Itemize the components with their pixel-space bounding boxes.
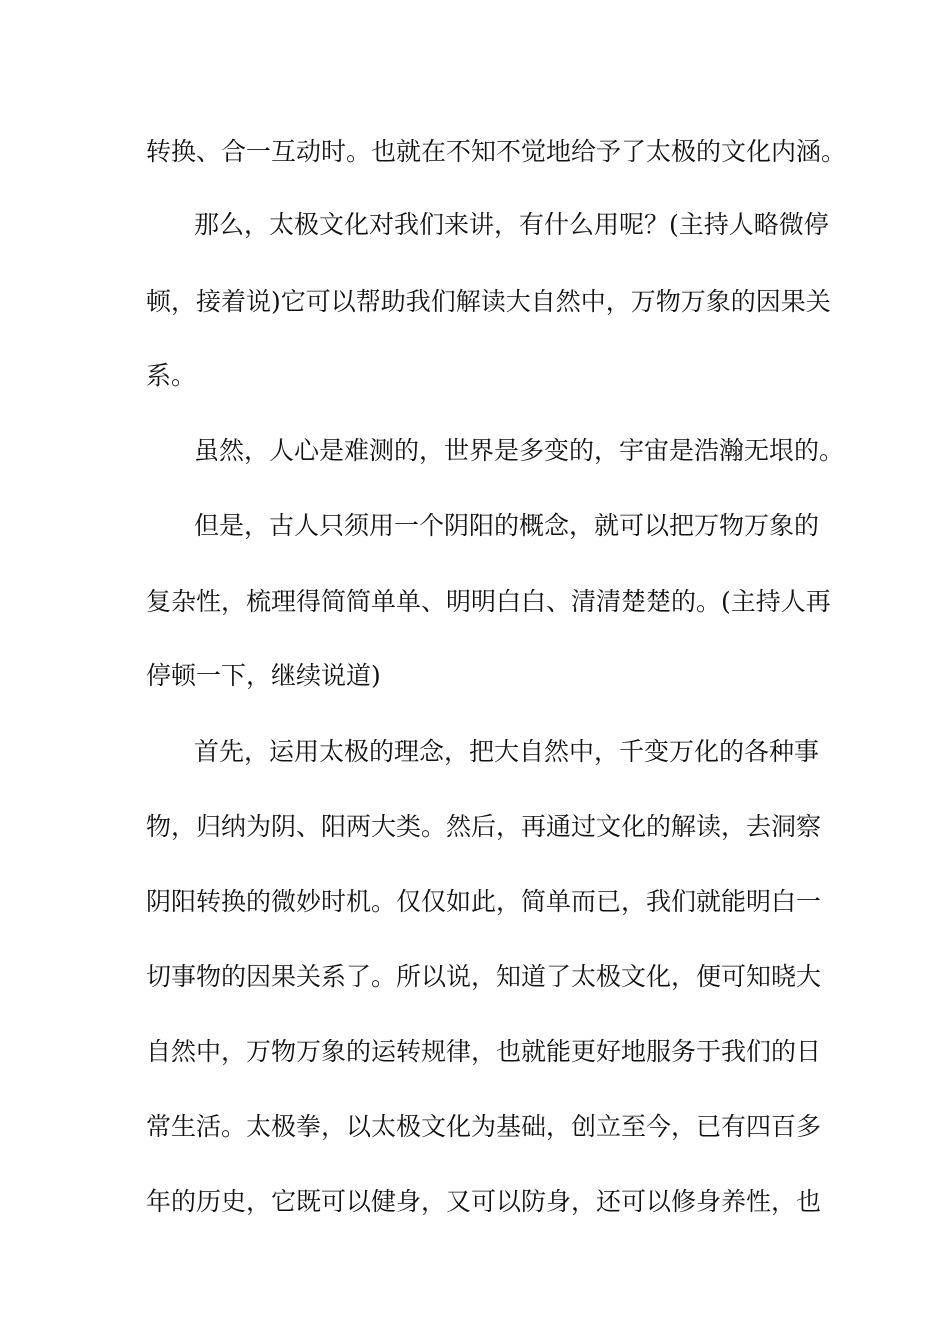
text-line: 自然中，万物万象的运转规律，也就能更好地服务于我们的日: [146, 1037, 822, 1066]
text-line: 停顿一下，继续说道): [146, 661, 381, 690]
text-line: 顿，接着说)它可以帮助我们解读大自然中，万物万象的因果关: [146, 287, 831, 316]
text-line: 切事物的因果关系了。所以说，知道了太极文化，便可知晓大: [146, 962, 822, 991]
text-line: 常生活。太极拳，以太极文化为基础，创立至今，已有四百多: [146, 1112, 822, 1141]
text-line: 虽然，人心是难测的，世界是多变的，宇宙是浩瀚无垠的。: [194, 436, 845, 465]
text-line: 年的历史，它既可以健身，又可以防身，还可以修身养性，也: [146, 1187, 822, 1216]
text-line: 物，归纳为阴、阳两大类。然后，再通过文化的解读，去洞察: [146, 812, 822, 841]
text-line: 复杂性，梳理得简简单单、明明白白、清清楚楚的。(主持人再: [146, 587, 831, 616]
text-line: 系。: [146, 361, 197, 390]
text-line: 首先，运用太极的理念，把大自然中，千变万化的各种事: [194, 737, 820, 766]
text-line: 那么，太极文化对我们来讲，有什么用呢？(主持人略微停: [194, 210, 829, 239]
text-line: 但是，古人只须用一个阴阳的概念，就可以把万物万象的: [194, 511, 820, 540]
text-line: 转换、合一互动时。也就在不知不觉地给予了太极的文化内涵。: [146, 137, 847, 166]
text-line: 阴阳转换的微妙时机。仅仅如此，简单而已，我们就能明白一: [146, 887, 822, 916]
